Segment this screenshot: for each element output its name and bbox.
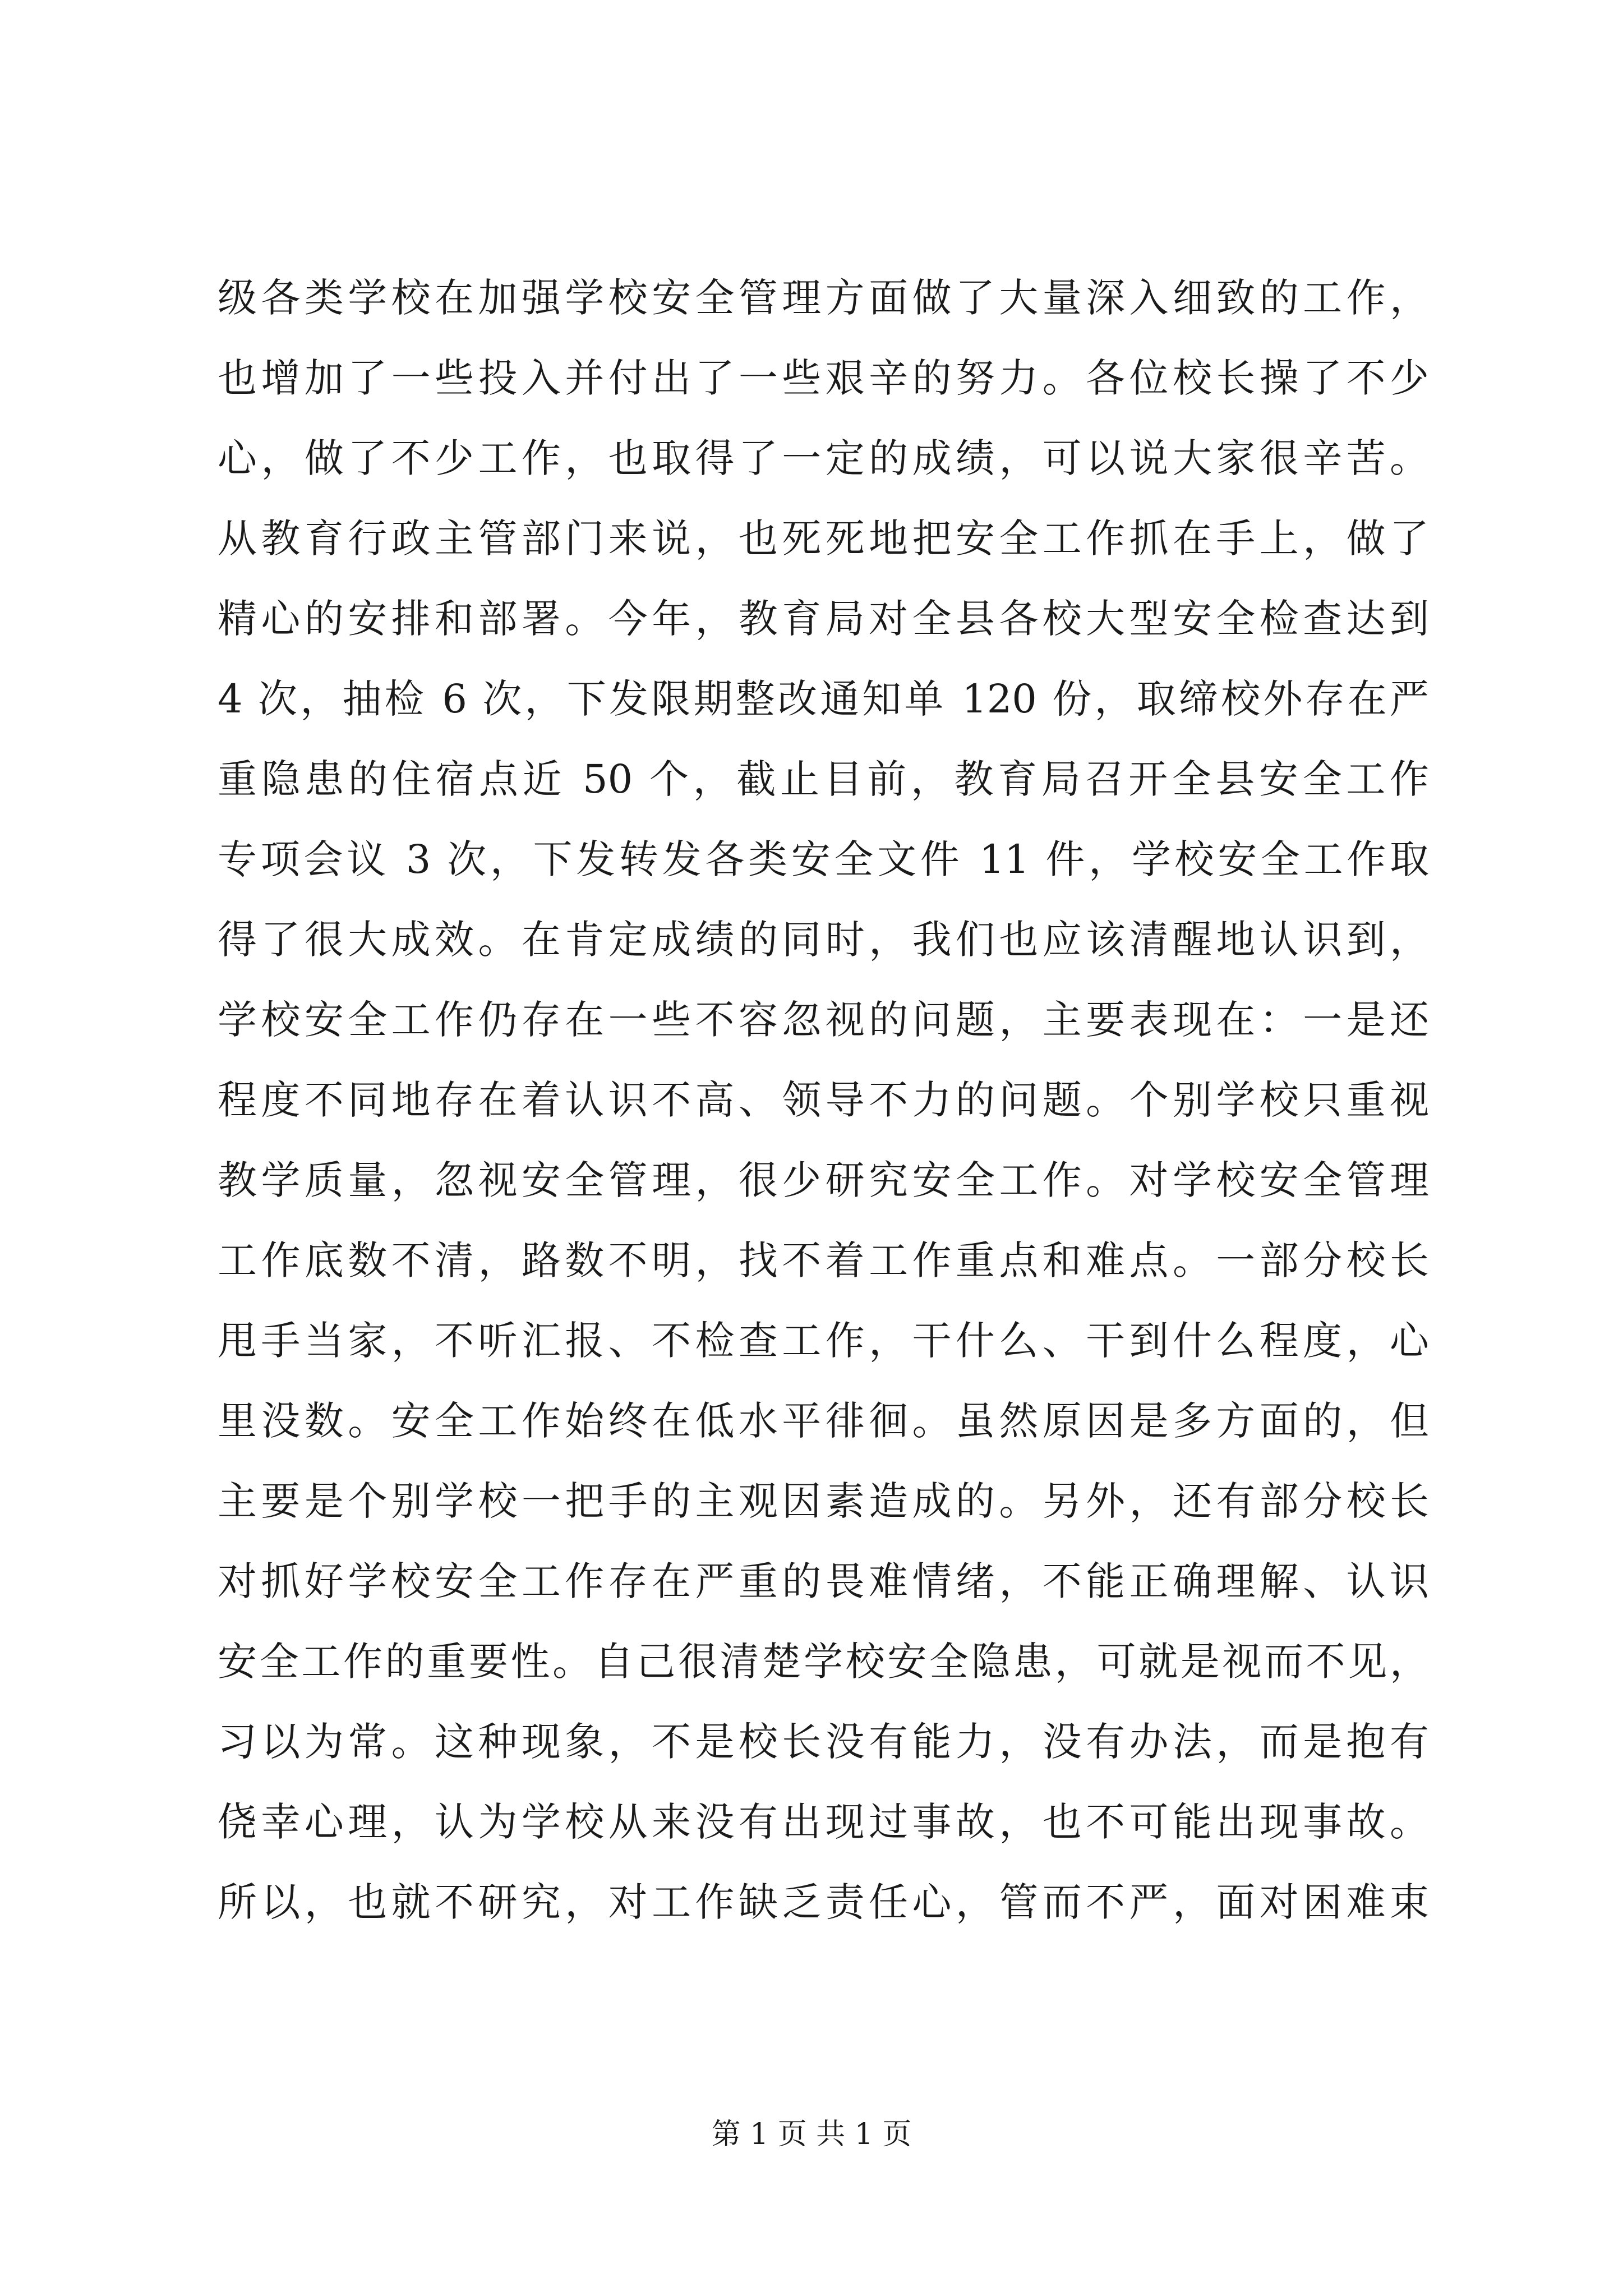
- text-line-16: 主要是个别学校一把手的主观因素造成的。另外，还有部分校长: [218, 1478, 1429, 1524]
- text-line-15: 里没数。安全工作始终在低水平徘徊。虽然原因是多方面的，但: [218, 1398, 1429, 1444]
- text-line-6: 4 次，抽检 6 次，下发限期整改通知单 120 份，取缔校外存在严: [218, 676, 1429, 722]
- page-number-footer: 第 1 页 共 1 页: [711, 2118, 912, 2151]
- text-line-10: 学校安全工作仍存在一些不容忽视的问题，主要表现在：一是还: [218, 997, 1429, 1043]
- text-line-11: 程度不同地存在着认识不高、领导不力的问题。个别学校只重视: [218, 1077, 1429, 1123]
- text-line-4: 从教育行政主管部门来说，也死死地把安全工作抓在手上，做了: [218, 516, 1429, 562]
- text-line-14: 甩手当家，不听汇报、不检查工作，干什么、干到什么程度，心: [218, 1318, 1429, 1364]
- text-line-7: 重隐患的住宿点近 50 个，截止目前，教育局召开全县安全工作: [218, 756, 1429, 802]
- text-line-18: 安全工作的重要性。自己很清楚学校安全隐患，可就是视而不见，: [218, 1639, 1429, 1685]
- text-line-12: 教学质量，忽视安全管理，很少研究安全工作。对学校安全管理: [218, 1157, 1429, 1203]
- text-line-17: 对抓好学校安全工作存在严重的畏难情绪，不能正确理解、认识: [218, 1558, 1429, 1604]
- text-line-13: 工作底数不清，路数不明，找不着工作重点和难点。一部分校长: [218, 1237, 1429, 1283]
- text-line-1: 级各类学校在加强学校安全管理方面做了大量深入细致的工作，: [218, 275, 1429, 321]
- body-text: [218, 258, 1429, 1943]
- text-line-20: 侥幸心理，认为学校从来没有出现过事故，也不可能出现事故。: [218, 1799, 1429, 1845]
- text-line-19: 习以为常。这种现象，不是校长没有能力，没有办法，而是抱有: [218, 1719, 1429, 1765]
- text-line-5: 精心的安排和部署。今年，教育局对全县各校大型安全检查达到: [218, 596, 1429, 642]
- text-line-9: 得了很大成效。在肯定成绩的同时，我们也应该清醒地认识到，: [218, 917, 1429, 963]
- text-line-8: 专项会议 3 次，下发转发各类安全文件 11 件，学校安全工作取: [218, 836, 1429, 882]
- text-line-3: 心，做了不少工作，也取得了一定的成绩，可以说大家很辛苦。: [218, 435, 1429, 481]
- text-line-21: 所以，也就不研究，对工作缺乏责任心，管而不严，面对困难束: [218, 1879, 1429, 1925]
- text-line-2: 也增加了一些投入并付出了一些艰辛的努力。各位校长操了不少: [218, 355, 1429, 401]
